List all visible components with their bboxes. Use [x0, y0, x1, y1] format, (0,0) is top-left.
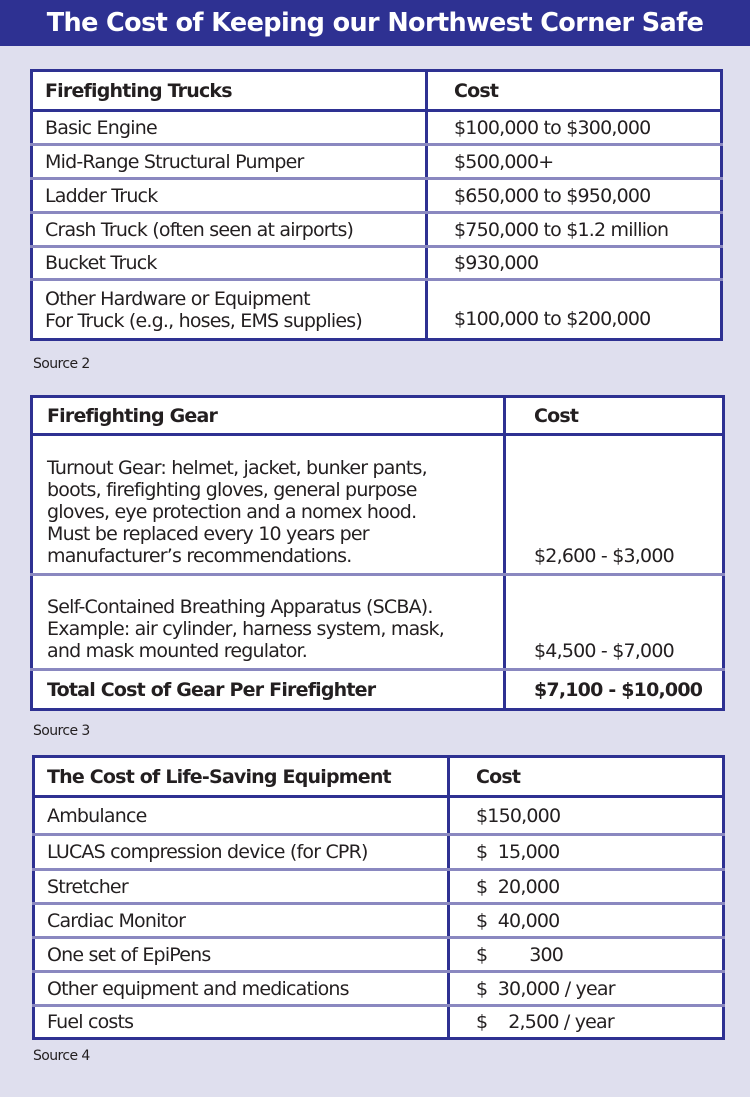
table-row [32, 247, 722, 280]
table-row [34, 870, 724, 904]
item-cell: Cardiac Monitor [34, 904, 449, 938]
item-cell: One set of EpiPens [34, 938, 449, 972]
cost-cell: $4,500 - $7,000 [505, 575, 724, 670]
cost-cell: $750,000 to $1.2 million [427, 213, 722, 247]
column-header-cost: Cost [505, 397, 724, 435]
item-cell: Bucket Truck [32, 247, 427, 280]
table-row [34, 1006, 724, 1039]
item-cell: Mid-Range Structural Pumper [32, 145, 427, 179]
column-header-cost: Cost [427, 71, 722, 111]
source-note: Source 3 [33, 723, 90, 739]
table-row [32, 145, 722, 179]
life-saving-equipment-table [32, 755, 725, 1040]
table-header-row [34, 757, 724, 797]
page-title: The Cost of Keeping our Northwest Corner Safe [0, 0, 750, 46]
cost-cell: $ 300 [449, 938, 724, 972]
total-label: Total Cost of Gear Per Firefighter [32, 670, 505, 710]
item-cell: Crash Truck (often seen at airports) [32, 213, 427, 247]
cost-cell: $650,000 to $950,000 [427, 179, 722, 213]
table-row [32, 575, 724, 670]
cost-cell: $2,600 - $3,000 [505, 435, 724, 575]
firefighting-trucks-table [30, 69, 723, 341]
cost-cell: $ 30,000 / year [449, 972, 724, 1006]
firefighting-gear-table [30, 395, 725, 711]
column-header-cost: Cost [449, 757, 724, 797]
item-cell: Other Hardware or Equipment For Truck (e.g., hoses, EMS supplies) [32, 280, 427, 340]
table-header-row [32, 397, 724, 435]
item-cell: Other equipment and medications [34, 972, 449, 1006]
source-note: Source 2 [33, 356, 90, 372]
cost-cell: $100,000 to $300,000 [427, 111, 722, 145]
cost-cell: $ 20,000 [449, 870, 724, 904]
item-cell: Stretcher [34, 870, 449, 904]
source-note: Source 4 [33, 1048, 90, 1064]
cost-cell: $500,000+ [427, 145, 722, 179]
table-row [32, 280, 722, 340]
cost-cell: $930,000 [427, 247, 722, 280]
item-cell: Basic Engine [32, 111, 427, 145]
cost-cell: $ 40,000 [449, 904, 724, 938]
table-row [34, 835, 724, 870]
column-header-item: Firefighting Gear [32, 397, 505, 435]
table-row [34, 938, 724, 972]
table-row [34, 797, 724, 835]
table-row [34, 904, 724, 938]
table-row [32, 435, 724, 575]
cost-cell: $ 15,000 [449, 835, 724, 870]
item-cell: LUCAS compression device (for CPR) [34, 835, 449, 870]
table-header-row [32, 71, 722, 111]
table-row [32, 213, 722, 247]
item-cell: Turnout Gear: helmet, jacket, bunker pants, boots, firefighting gloves, general purpose gloves, eye protection and a nomex hood. Must be replaced every 10 years per manufacturer’s recommendations. [32, 435, 505, 575]
table-row [34, 972, 724, 1006]
cost-cell: $ 2,500 / year [449, 1006, 724, 1039]
item-cell: Ladder Truck [32, 179, 427, 213]
total-row [32, 670, 724, 710]
cost-cell: $100,000 to $200,000 [427, 280, 722, 340]
item-cell: Ambulance [34, 797, 449, 835]
column-header-item: The Cost of Life-Saving Equipment [34, 757, 449, 797]
item-cell: Self-Contained Breathing Apparatus (SCBA). Example: air cylinder, harness system, mask, and mask mounted regulator. [32, 575, 505, 670]
table-row [32, 111, 722, 145]
cost-cell: $150,000 [449, 797, 724, 835]
item-cell: Fuel costs [34, 1006, 449, 1039]
total-cost: $7,100 - $10,000 [505, 670, 724, 710]
column-header-item: Firefighting Trucks [32, 71, 427, 111]
table-row [32, 179, 722, 213]
